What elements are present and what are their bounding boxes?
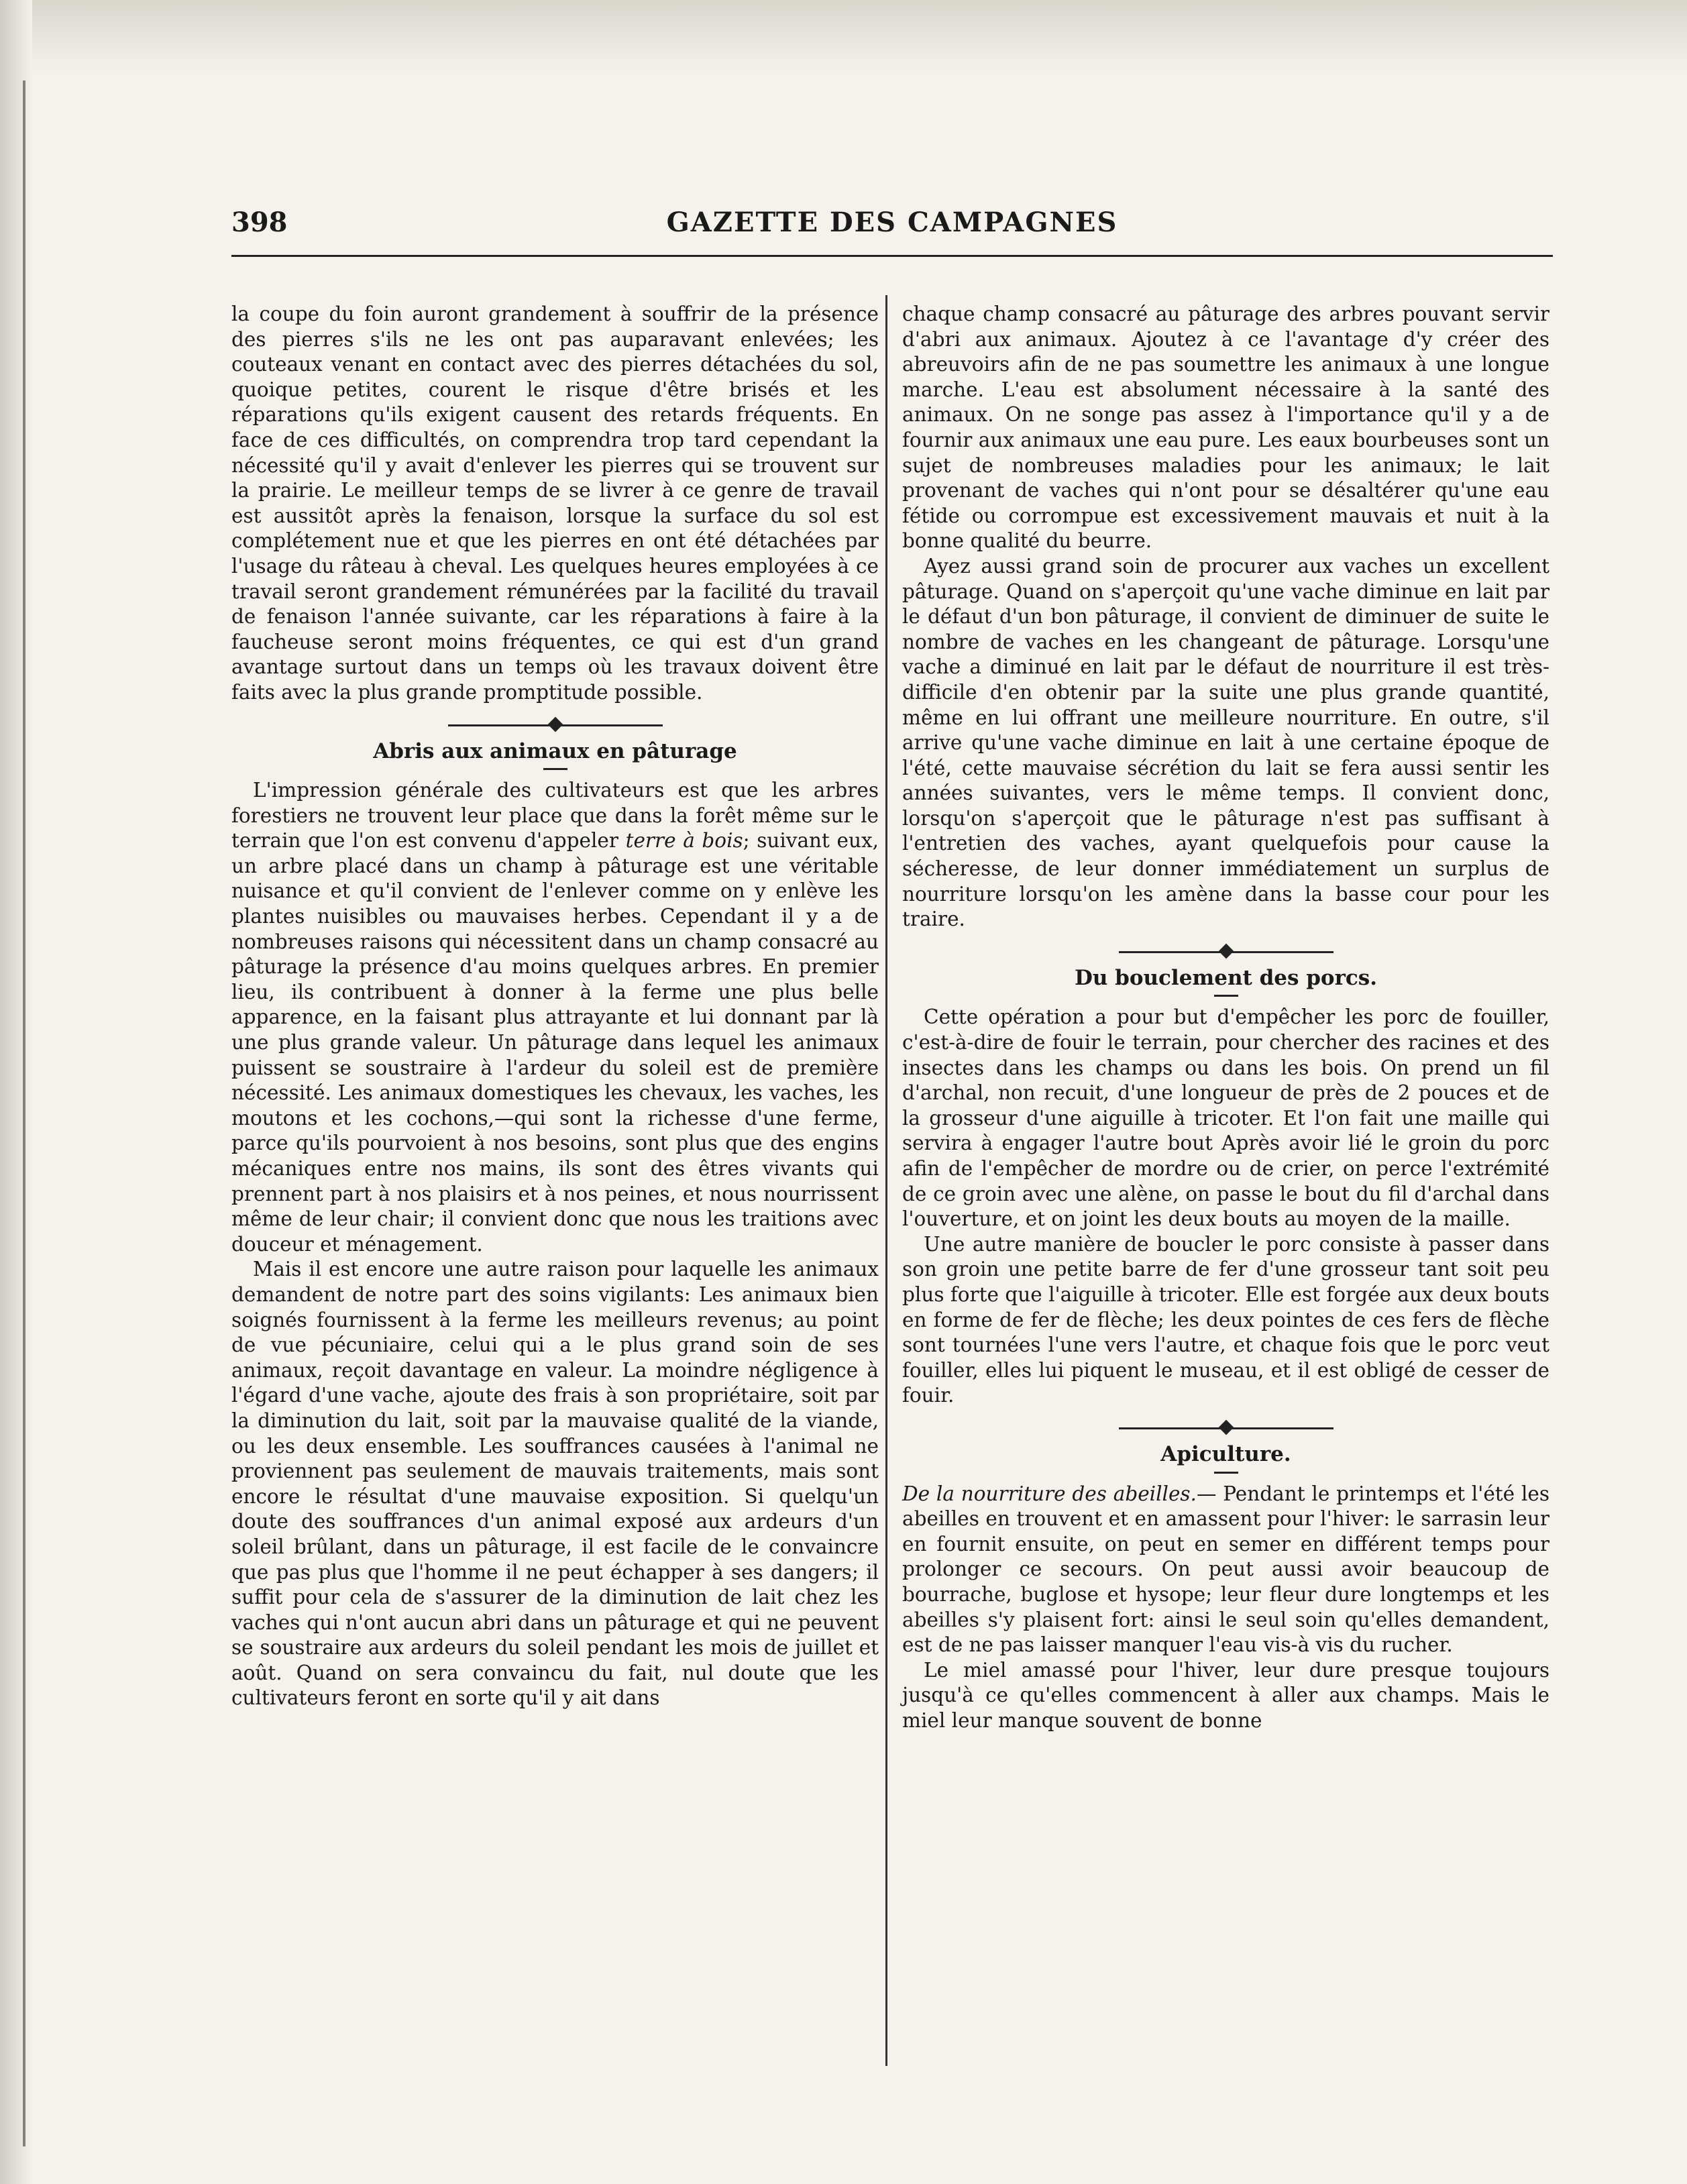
paragraph: Le miel amassé pour l'hiver, leur dure presque toujours jusqu'à ce qu'elles commencent à aller aux champs. Mais le miel leur manque souvent de bonne — [902, 1658, 1549, 1732]
paragraph: la coupe du foin auront grandement à souffrir de la présence des pierres s'ils ne les ont pas auparavant enlevées; les couteaux venant en contact avec des pierres détachées du sol, quoique petites, courent le risque d'être brisés et les réparations qu'ils exigent causent des retards fréquents. En face de ces difficultés, on comprendra trop tard cependant la nécessité qu'il y avait d'enlever les pierres qui se trouvent sur la prairie. Le meilleur temps de se livrer à ce genre de travail est aussitôt après la fenaison, lorsque la surface du sol est complétement nue et que les pierres en ont été détachées par l'usage du râteau à cheval. Les quelques heures employées à ce travail seront grandement rémunérées par la facilité du travail de fenaison l'année suivante, car les réparations à faire à la faucheuse seront moins fréquentes, ce qui est d'un grand avantage surtout dans un temps où les travaux doivent être faits avec la plus grande promptitude possible. — [231, 303, 879, 704]
section-title-apiculture: Apiculture. — [1160, 1441, 1291, 1466]
paragraph: Mais il est encore une autre raison pour laquelle les animaux demandent de notre part des soins vigilants: Les animaux bien soignés fournissent à la ferme les meilleurs revenus; au point de vue pécuniaire, celui qui a le plus grand soin de ses animaux, reçoit davantage en valeur. La moindre négligence à l'égard d'une vache, ajoute des frais à son propriétaire, soit par la diminution du lait, soit par la mauvaise qualité de la viande, ou les deux ensemble. Les souffrances causées à l'animal ne proviennent pas seulement de mauvais traitements, mais sont encore le résultat d'une mauvaise exposition. Si quelqu'un doute des souffrances d'un animal exposé aux ardeurs d'un soleil brûlant, dans un pâturage, il est facile de le convaincre que pas plus que l'homme il ne peut échapper à ses dangers; il suffit pour cela de s'assurer de la diminution de lait chez les vaches qui n'ont aucun abri dans un pâturage et qui ne peuvent se soustraire aux ardeurs du soleil pendant les mois de juillet et août. Quand on sera convaincu du fait, nul doute que les cultivateurs feront en sorte qu'il y ait dans — [231, 1258, 879, 1710]
section-title-abris: Abris aux animaux en pâturage — [373, 739, 737, 763]
column-divider — [885, 295, 887, 2066]
journal-title: GAZETTE DES CAMPAGNES — [666, 207, 1118, 238]
section-ornament — [902, 1418, 1549, 1438]
scan-top-edge — [0, 0, 1687, 74]
header-rule — [231, 255, 1553, 257]
paragraph: Cette opération a pour but d'empêcher les porc de fouiller, c'est-à-dire de fouir le terrain, pour chercher des racines et des insectes dans les champs ou dans les bois. On prend un fil d'archal, non recuit, d'une longueur de près de 2 pouces et de la grosseur d'une aiguille à tricoter. Et l'on fait une maille qui servira à engager l'autre bout Après avoir lié le groin du porc afin de l'empêcher de mordre ou de crier, on perce l'extrémité de ce groin avec une alène, on passe le bout du fil d'archal dans l'ouverture, et on joint les deux bouts au moyen de la maille. — [902, 1005, 1549, 1231]
section-dash — [543, 768, 567, 770]
italic-term: terre à bois — [625, 829, 743, 853]
section-ornament — [231, 715, 879, 735]
paragraph — [231, 778, 879, 1257]
paragraph: Ayez aussi grand soin de procurer aux vaches un excellent pâturage. Quand on s'aperçoit qu'une vache diminue en lait par le défaut d'un bon pâturage, il convient de diminuer de suite le nombre de vaches en les changeant de pâturage. Lorsqu'une vache a diminué en lait par le défaut de nourriture il est très-difficile d'en obtenir par la suite une plus grande quantité, même en lui offrant une meilleure nourriture. En outre, s'il arrive qu'une vache diminue en lait à une certaine époque de l'été, cette mauvaise sécrétion du lait se fera aussi sentir les années suivantes, vers le même temps. Il convient donc, lorsqu'on s'aperçoit que le pâturage n'est pas suffisant à l'entretien des vaches, ayant quelquefois pour cause la sécheresse, de leur donner immédiatement un surplus de nourriture lorsqu'on les amène dans la basse cour pour les traire. — [902, 554, 1549, 931]
scan-left-margin — [0, 0, 32, 2184]
text-run: ; suivant eux, un arbre placé dans un champ à pâturage est une véritable nuisance et qu'il convient de l'enlever comme on y enlève les plantes nuisibles ou mauvaises herbes. Cependant il y a de nombreuses raisons qui nécessitent dans un champ consacré au pâturage la présence d'au moins quelques arbres. En premier lieu, ils contribuent à donner à la ferme une plus belle apparence, en la faisant plus attrayante et lui donnant par là une plus grande valeur. Un pâturage dans lequel les animaux puissent se soustraire à l'ardeur du soleil est de première nécessité. Les animaux domestiques les chevaux, les vaches, les moutons et les cochons,—qui sont la richesse d'une ferme, parce qu'ils pourvoient à nos besoins, sont plus que des engins mécaniques entre nos mains, ils sont des êtres vivants qui prennent part à nos plaisirs et à nos peines, et nous nourrissent même de leur chair; il convient donc que nous les traitions avec douceur et ménagement. — [231, 829, 879, 1256]
page-number: 398 — [231, 207, 288, 238]
right-column — [902, 302, 1549, 1733]
paragraph: Une autre manière de boucler le porc consiste à passer dans son groin une petite barre de fer d'une grosseur tant soit peu plus forte que l'aiguille à tricoter. Elle est forgée aux deux bouts en forme de fer de flèche; les deux pointes de ces fers de flèche sont tournées l'une vers l'autre, et chaque fois que le porc veut fouiller, elles lui piquent le museau, et il est obligé de cesser de fouir. — [902, 1232, 1549, 1407]
italic-subheading: De la nourriture des abeilles. — [902, 1482, 1197, 1505]
paragraph — [902, 1482, 1549, 1658]
text-run: L'impression générale des cultivateurs est que les arbres forestiers ne trouvent leur place que dans la forêt même sur le terrain que l'on est convenu d'appeler — [231, 779, 879, 853]
paragraph: chaque champ consacré au pâturage des arbres pouvant servir d'abri aux animaux. Ajoutez à ce l'avantage d'y créer des abreuvoirs afin de ne pas soumettre les animaux à une longue marche. L'eau est absolument nécessaire à la santé des animaux. On ne songe pas assez à l'importance qu'il y a de fournir aux animaux une eau pure. Les eaux bourbeuses sont un sujet de nombreuses maladies pour les animaux; le lait provenant de vaches qui n'ont pour se désaltérer qu'une eau fétide ou corrompue est excessivement mauvais et nuit à la bonne qualité du beurre. — [902, 303, 1549, 553]
running-head — [231, 207, 1553, 247]
section-ornament — [902, 942, 1549, 962]
section-dash — [1214, 995, 1238, 997]
left-column — [231, 302, 879, 1711]
text-run: — Pendant le printemps et l'été les abeilles en trouvent et en amassent pour l'hiver: le sarrasin leur en fournit ensuite, on peut en semer en différent temps pour prolonger ce secours. On peut aussi avoir beaucoup de bourrache, buglose et hysope; leur fleur dure longtemps et les abeilles s'y plaisent fort: ainsi le seul soin qu'elles demandent, est de ne pas laisser manquer l'eau vis-à vis du rucher. — [902, 1482, 1549, 1657]
section-dash — [1214, 1472, 1238, 1474]
section-title-porcs: Du bouclement des porcs. — [1074, 965, 1378, 990]
